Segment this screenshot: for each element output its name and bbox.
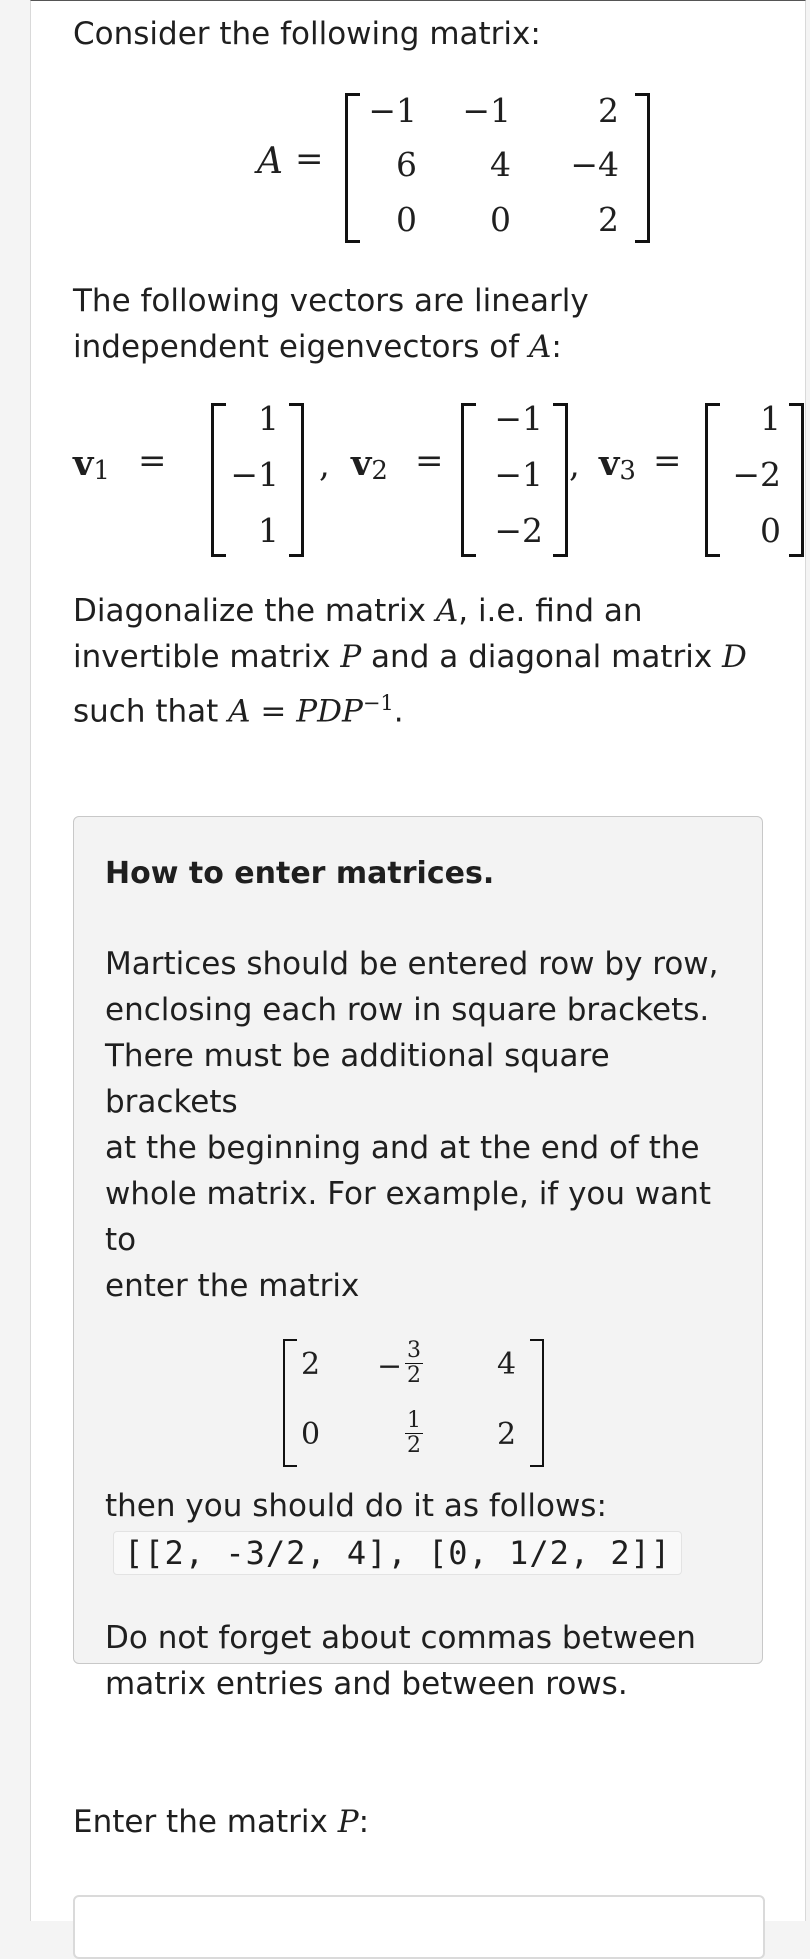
task-equation: A = PDP <box>228 693 363 730</box>
example-cell: 2 <box>497 1417 517 1452</box>
task-line1-rest: , i.e. find an <box>458 593 643 629</box>
task-line2-text: invertible matrix <box>73 639 331 675</box>
help-box-content <box>105 849 735 1707</box>
vector-v2-entry: −1 <box>494 399 543 438</box>
help-body <box>105 941 735 1309</box>
vector-v1-entry: 1 <box>258 399 279 438</box>
vector-v3-equals: = <box>653 441 682 481</box>
help-code-wrap <box>113 1531 735 1575</box>
example-cell: 0 <box>301 1417 321 1452</box>
matrix-a-cell: 4 <box>490 145 511 184</box>
vector-v1-sub: 1 <box>93 456 110 486</box>
example-right-bracket <box>530 1339 544 1467</box>
example-cell: 4 <box>497 1347 517 1382</box>
matrix-a-cell: 2 <box>598 200 619 239</box>
vector-v2-name: v <box>351 443 372 484</box>
vector-v3-name: v <box>599 443 620 484</box>
help-title: How to enter matrices. <box>105 856 495 891</box>
vector-v1-equals: = <box>138 441 167 481</box>
vector-v2-equals: = <box>415 441 444 481</box>
task-equation-exponent: −1 <box>362 691 394 715</box>
intro-text: Consider the following matrix: <box>73 16 541 52</box>
task-line3 <box>73 680 783 734</box>
help-body-line: Martices should be entered row by row, <box>105 946 719 982</box>
eigenvector-row <box>73 401 810 561</box>
matrix-a-cell: 6 <box>396 145 417 184</box>
eigen-text-line2-words: independent eigenvectors of <box>73 329 520 365</box>
matrix-a-right-bracket <box>635 93 650 243</box>
vector-v1-entry: 1 <box>258 511 279 550</box>
matrix-a-label: A <box>257 141 283 182</box>
example-matrix <box>105 1325 735 1475</box>
task-matrix-a: A <box>435 593 459 629</box>
example-left-bracket <box>283 1339 297 1467</box>
example-fraction-den: 2 <box>407 1363 421 1388</box>
example-fraction-den: 2 <box>407 1433 421 1458</box>
help-reminder-line: Do not forget about commas between <box>105 1620 696 1656</box>
help-then-text: then you should do it as follows: <box>105 1488 607 1524</box>
task-line3-text: such that <box>73 693 219 730</box>
task-line1 <box>73 588 783 634</box>
eigen-text-line2 <box>73 324 773 370</box>
eigen-text-line1: The following vectors are linearly <box>73 283 589 319</box>
vector-v2-right-bracket <box>553 403 568 557</box>
eigen-text <box>73 278 773 370</box>
example-fraction-num: 3 <box>407 1338 421 1363</box>
task-matrix-d: D <box>722 639 747 675</box>
question-page <box>30 0 806 1921</box>
help-box <box>73 816 763 1702</box>
vector-v3-right-bracket <box>789 403 804 557</box>
vector-v3-entry: 0 <box>760 511 781 550</box>
matrix-a-cell: −1 <box>462 91 511 130</box>
task-line2 <box>73 634 783 680</box>
example-cell: 2 <box>301 1347 321 1382</box>
answer-prompt-colon: : <box>358 1804 370 1840</box>
example-fraction <box>405 1339 423 1388</box>
vector-v3-entry: 1 <box>760 399 781 438</box>
task-line2-rest: and a diagonal matrix <box>371 639 713 675</box>
example-cell-sign: − <box>377 1349 403 1384</box>
vector-v1-label <box>73 443 110 486</box>
vector-separator-comma: , <box>569 445 580 485</box>
answer-prompt-text: Enter the matrix <box>73 1804 328 1840</box>
answer-prompt-var: P <box>337 1804 359 1840</box>
vector-v2-entry: −2 <box>494 511 543 550</box>
task-line1-text: Diagonalize the matrix <box>73 593 426 629</box>
matrix-a-cell: −4 <box>570 145 619 184</box>
vector-v1-right-bracket <box>289 403 304 557</box>
help-reminder-line: matrix entries and between rows. <box>105 1666 628 1702</box>
task-text <box>73 588 783 734</box>
matrix-a-cell: 0 <box>490 200 511 239</box>
matrix-p-input[interactable] <box>73 1895 765 1959</box>
vector-v2-entry: −1 <box>494 455 543 494</box>
eigen-text-matrix-var: A <box>528 329 552 365</box>
matrix-a-cell: 2 <box>598 91 619 130</box>
help-body-line: enter the matrix <box>105 1268 360 1304</box>
matrix-a-cell: −1 <box>368 91 417 130</box>
help-body-line: whole matrix. For example, if you want to <box>105 1176 712 1258</box>
vector-v2-label <box>351 443 388 486</box>
help-body-line: enclosing each row in square brackets. <box>105 992 710 1028</box>
answer-prompt <box>73 1799 763 1845</box>
equals-sign: = <box>295 139 324 179</box>
vector-v3-entry: −2 <box>732 455 781 494</box>
vector-v3-sub: 3 <box>619 456 636 486</box>
task-matrix-p: P <box>340 639 362 675</box>
vector-v2-sub: 2 <box>371 456 388 486</box>
help-body-line: at the beginning and at the end of the <box>105 1130 700 1166</box>
matrix-a <box>257 85 677 245</box>
vector-v1-entry: −1 <box>230 455 279 494</box>
vector-separator-comma: , <box>319 445 330 485</box>
vector-v3-label <box>599 443 636 486</box>
eigen-text-colon: : <box>551 329 562 365</box>
matrix-a-cell: 0 <box>396 200 417 239</box>
example-fraction-num: 1 <box>407 1408 421 1433</box>
task-line3-period: . <box>393 693 404 730</box>
example-fraction <box>405 1409 423 1458</box>
help-body-line: There must be additional square brackets <box>105 1038 610 1120</box>
vector-v1-name: v <box>73 443 94 484</box>
help-code-example: [[2, -3/2, 4], [0, 1/2, 2]] <box>113 1531 682 1575</box>
help-reminder <box>105 1615 735 1707</box>
